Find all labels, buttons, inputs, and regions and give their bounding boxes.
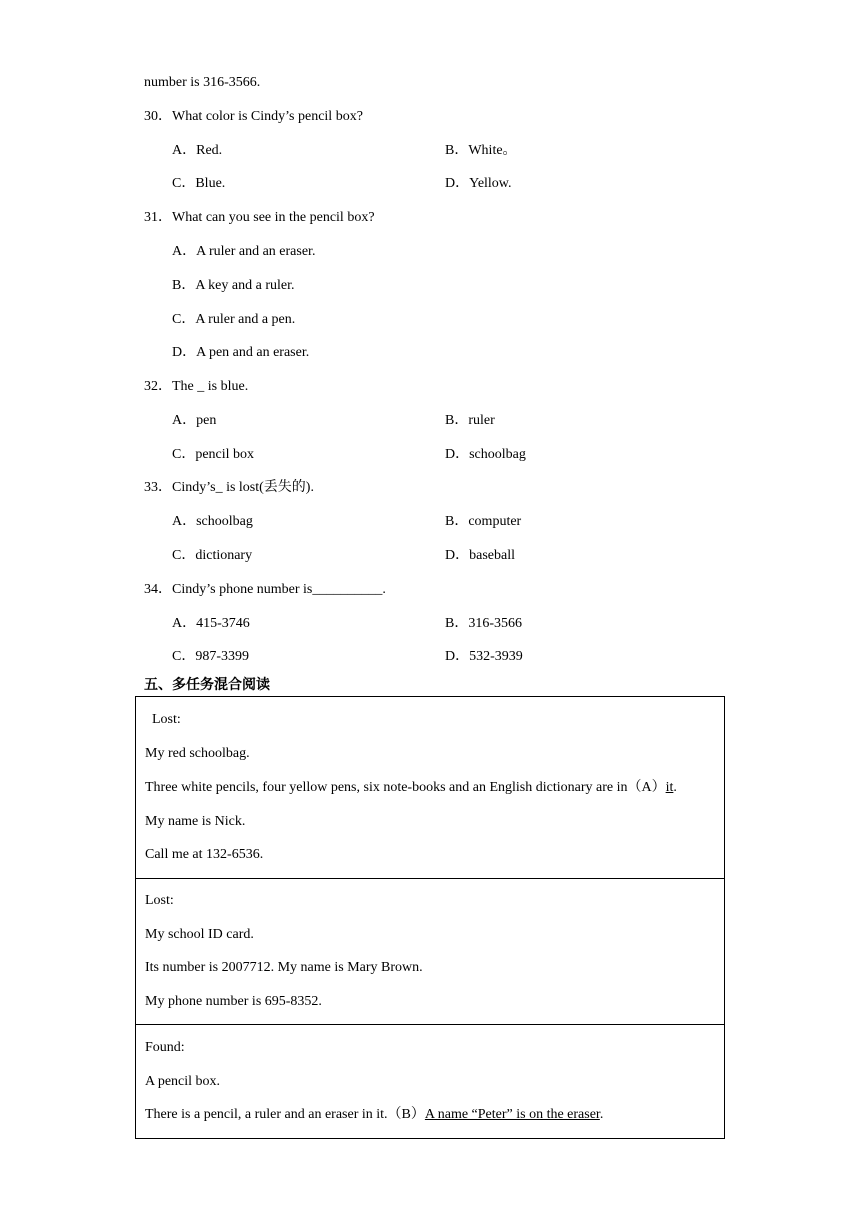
notice-line: My school ID card. xyxy=(145,927,254,942)
notice-line: My name is Nick. xyxy=(145,814,246,829)
option-c: C．Blue. xyxy=(172,176,226,191)
notice-line: My red schoolbag. xyxy=(145,746,250,761)
option-b: B．ruler xyxy=(445,413,495,428)
option-c: C．987-3399 xyxy=(172,649,249,664)
notice-text: Three white pencils, four yellow pens, six note-books and an English dictionary are in（A） xyxy=(145,780,666,795)
option-a: A．Red. xyxy=(172,143,223,158)
notice-lost-schoolbag xyxy=(135,696,725,879)
question-stem: 34．Cindy’s phone number is__________. xyxy=(144,582,386,597)
option-b: B．A key and a ruler. xyxy=(172,278,295,293)
notice-text: . xyxy=(673,780,677,795)
question-stem: 33．Cindy’s_ is lost(丢失的). xyxy=(144,480,314,495)
notice-lost-id-card xyxy=(135,877,725,1025)
notice-line xyxy=(145,780,677,796)
notice-line: My phone number is 695-8352. xyxy=(145,994,322,1009)
option-d: D．532-3939 xyxy=(445,649,523,664)
option-d: D．A pen and an eraser. xyxy=(172,345,310,360)
option-c: C．pencil box xyxy=(172,447,255,462)
notice-title: Lost: xyxy=(152,712,181,727)
notice-text: There is a pencil, a ruler and an eraser in it.（B） xyxy=(145,1107,425,1122)
notice-line: Its number is 2007712. My name is Mary Brown. xyxy=(145,960,423,975)
option-b: B．computer xyxy=(445,514,522,529)
question-stem: 32．The _ is blue. xyxy=(144,379,249,394)
notice-title: Found: xyxy=(145,1040,185,1055)
option-d: D．baseball xyxy=(445,548,515,563)
question-stem: 31．What can you see in the pencil box? xyxy=(144,210,375,225)
option-a: A．415-3746 xyxy=(172,616,250,631)
notice-line: Call me at 132-6536. xyxy=(145,847,264,862)
notice-line: A pencil box. xyxy=(145,1074,221,1089)
underlined-text: A name “Peter” is on the eraser xyxy=(424,1107,600,1122)
notice-found-pencil-box xyxy=(135,1024,725,1139)
option-c: C．A ruler and a pen. xyxy=(172,312,296,327)
option-a: A．schoolbag xyxy=(172,514,253,529)
option-d: D．Yellow. xyxy=(445,176,512,191)
option-b: B．White。 xyxy=(445,143,517,158)
notice-line xyxy=(145,1107,603,1123)
question-stem: 30．What color is Cindy’s pencil box? xyxy=(144,109,363,124)
underlined-text: it xyxy=(665,780,674,795)
option-d: D．schoolbag xyxy=(445,447,526,462)
notice-text: . xyxy=(599,1107,604,1122)
option-a: A．A ruler and an eraser. xyxy=(172,244,316,259)
intro-tail: number is 316-3566. xyxy=(144,75,261,90)
option-c: C．dictionary xyxy=(172,548,253,563)
option-a: A．pen xyxy=(172,413,217,428)
section-title: 五、多任务混合阅读 xyxy=(144,677,270,693)
option-b: B．316-3566 xyxy=(445,616,522,631)
notice-title: Lost: xyxy=(145,893,174,908)
